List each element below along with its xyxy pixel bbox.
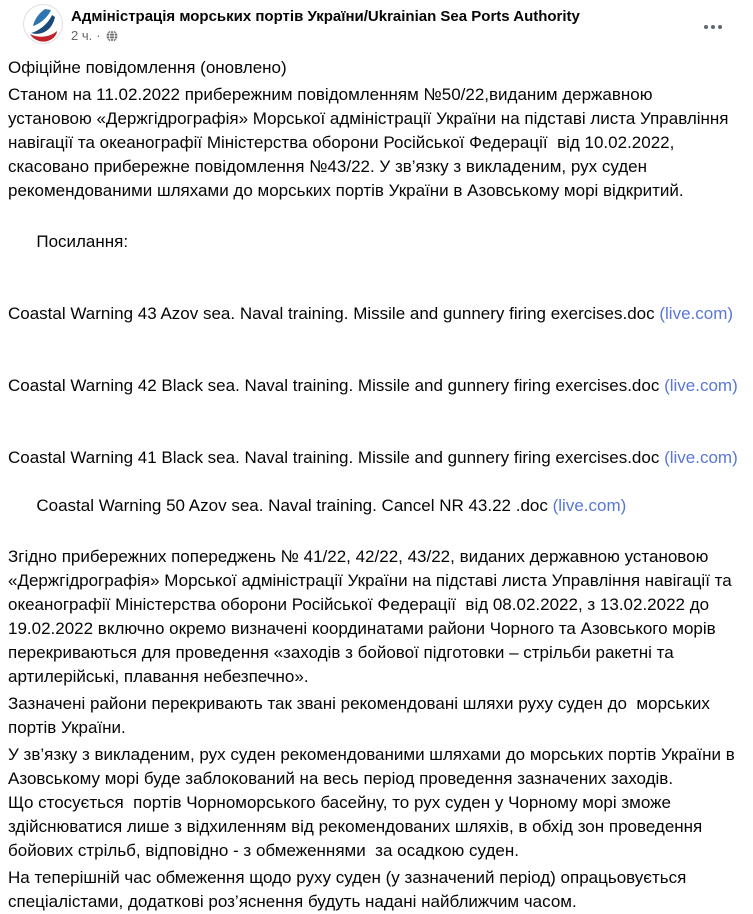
page-avatar[interactable] [23,4,63,44]
coastal-warning-50-line [36,496,626,515]
live-com-link-41[interactable]: (live.com) [664,448,738,467]
sea-ports-authority-logo-icon [23,4,63,44]
header-info [71,4,580,44]
post-header [0,0,753,44]
coastal-warning-43-text: Coastal Warning 43 Azov sea. Naval training. Missile and gunnery firing exercises.doc [8,304,660,323]
azov-blocked-text: У зв’язку з викладеним, рух суден рекомендованими шляхами до морських портів України в Азовському морі буде заблокований на весь період проведення зазначених заходів. [8,745,740,788]
paragraph-warnings-details: Згідно прибережних попереджень № 41/22, 42/22, 43/22, виданих державною установою «Держгідрографія» Морської адміністрації України на підставі листа Управління навігації та океанографії Міністерства оборони Російської Федерації від 08.02.2022, з 13.02.2022 до 19.02.2022 включно окремо визначені координатами райони Чорного та Азовського морів перекриваються для проведення «заходів з бойової підготовки – стрільби ракетні та артилерійські, плавання небезпечно». [8,547,737,686]
black-sea-restrictions-text: Що стосується портів Чорноморського басейну, то рух суден у Чорному морі зможе здійснюватися лише з відхиленням від рекомендованих шляхів, в обхід зон проведення бойових стрільб, відповідно - з обмеженнями за осадкою суден. [8,793,707,860]
live-com-link-50[interactable]: (live.com) [552,496,627,515]
dot-icon [718,25,722,29]
coastal-warning-41-line [8,448,738,467]
coastal-warning-43-line [8,304,733,323]
meta-dot-separator: · [96,28,101,43]
post-meta-row[interactable] [71,28,580,44]
paragraph-azov-blocked [8,743,740,863]
dot-icon [711,25,715,29]
more-options-button[interactable] [700,21,726,33]
coastal-warning-42-line [8,376,738,395]
post-body-text [0,44,753,914]
links-header: Посилання: [36,232,129,251]
dot-icon [704,25,708,29]
paragraph-cancellation-notice: Станом на 11.02.2022 прибережним повідомленням №50/22,виданим державною установою «Держгідрографія» Морської адміністрації України на підставі листа Управління навігації та океанографії Міністерства оборони Російської Федерації від 10.02.2022, скасовано прибережне повідомлення №43/22. У зв’язку з викладеним, рух суден рекомендованими шляхами до морських портів України в Азовському морі відкритий. [8,85,734,200]
official-statement-heading: Офіційне повідомлення (оновлено) [8,58,287,77]
live-com-link-42[interactable]: (live.com) [664,376,738,395]
paragraph-current-status: На теперішній час обмеження щодо руху суден (у зазначений період) опрацьовується спеціалістами, додаткові роз’яснення будуть надані найближчим часом. [8,868,692,911]
coastal-warning-42-text: Coastal Warning 42 Black sea. Naval training. Missile and gunnery firing exercises.doc [8,376,665,395]
page-name-link[interactable]: Адміністрація морських портів України/Ukrainian Sea Ports Authority [71,8,580,25]
globe-public-icon [106,30,118,42]
coastal-warning-41-text: Coastal Warning 41 Black sea. Naval training. Missile and gunnery firing exercises.doc [8,448,665,467]
links-block [8,206,737,542]
coastal-warning-50-text: Coastal Warning 50 Azov sea. Naval training. Cancel NR 43.22 .doc [36,496,553,515]
live-com-link-43[interactable]: (live.com) [659,304,734,323]
timestamp[interactable]: 2 ч. [71,28,93,43]
paragraph-blocked-routes: Зазначені райони перекривають так звані рекомендовані шляхи руху суден до морських портів України. [8,694,715,737]
